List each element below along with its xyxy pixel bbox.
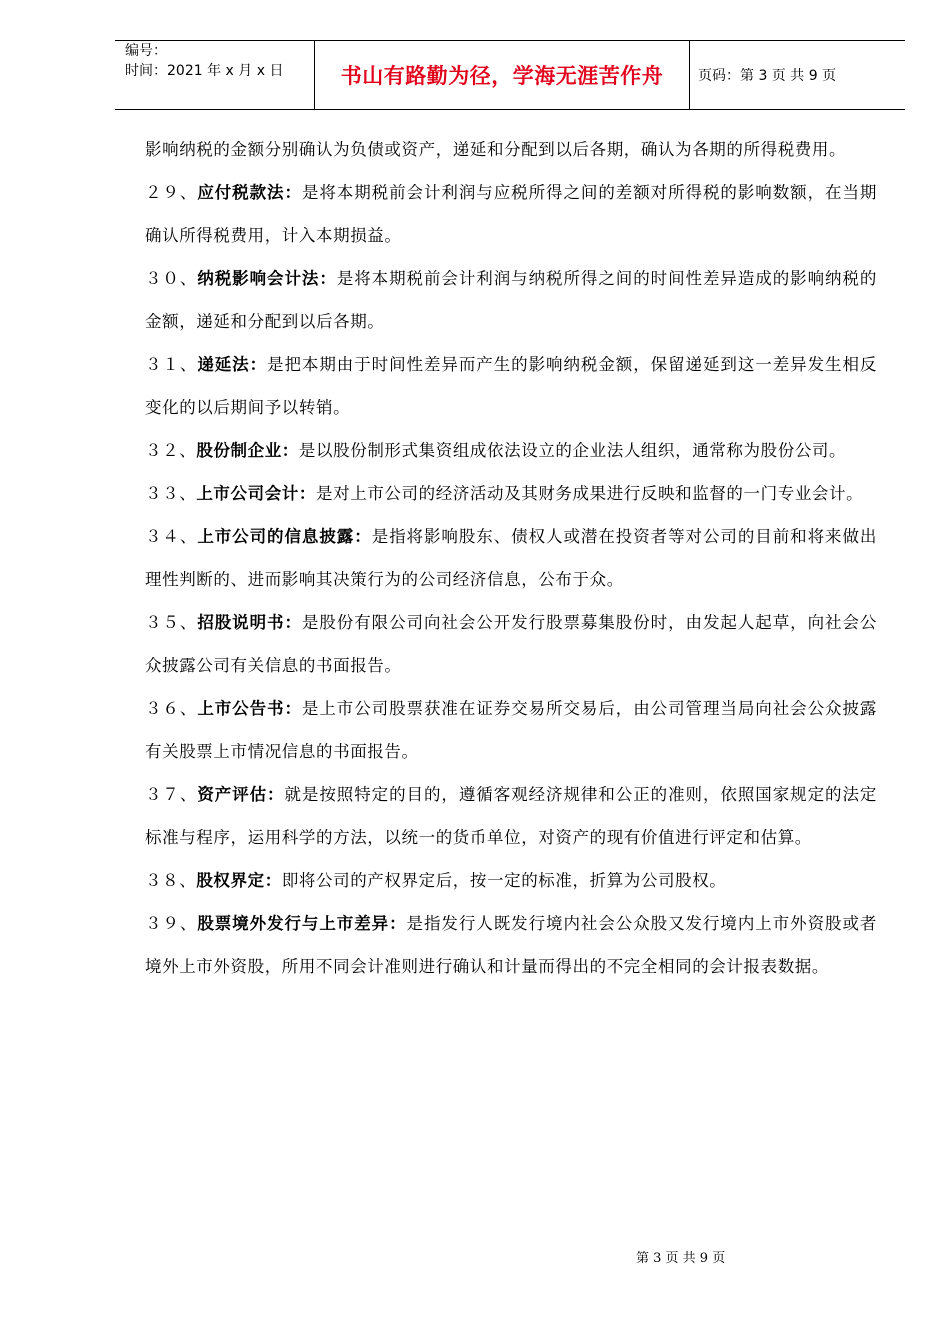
item-text: 是指将影响股东、债权人或潜在投资者等对公司的目前和将来做出理性判断的、进而影响其决策行为的公司经济信息，公布于众。 [145, 527, 877, 589]
header-number-label: 编号： [125, 43, 167, 59]
header-meta-cell [115, 41, 315, 109]
item-text: 就是按照特定的目的，遵循客观经济规律和公正的准则，依照国家规定的法定标准与程序，运用科学的方法，以统一的货币单位，对资产的现有价值进行评定和估算。 [145, 785, 877, 847]
item-text: 是对上市公司的经济活动及其财务成果进行反映和监督的一门专业会计。 [316, 484, 864, 503]
definition-item [145, 343, 877, 429]
item-text: 是指发行人既发行境内社会公众股又发行境内上市外资股或者境外上市外资股，所用不同会计准则进行确认和计量而得出的不完全相同的会计报表数据。 [145, 914, 877, 976]
document-body [145, 128, 877, 988]
item-number: ３４、 [145, 527, 198, 546]
item-number: ３２、 [145, 441, 197, 460]
item-term: 上市公司会计： [196, 484, 317, 503]
definition-item [145, 515, 877, 601]
item-text: 是将本期税前会计利润与应税所得之间的差额对所得税的影响数额，在当期确认所得税费用，计入本期损益。 [145, 183, 877, 245]
item-text: 是股份有限公司向社会公开发行股票募集股份时，由发起人起草，向社会公众披露公司有关信息的书面报告。 [145, 613, 877, 675]
item-term: 上市公司的信息披露： [197, 527, 372, 546]
item-term: 招股说明书： [197, 613, 302, 632]
item-number: ３０、 [145, 269, 198, 288]
definition-item [145, 773, 877, 859]
item-term: 上市公告书： [197, 699, 302, 718]
item-number: ３６、 [145, 699, 198, 718]
item-term: 股份制企业： [196, 441, 299, 460]
definition-item [145, 429, 877, 472]
item-number: ３１、 [145, 355, 198, 374]
page-header [115, 40, 905, 110]
item-term: 递延法： [197, 355, 268, 374]
header-page-label: 页码：第 3 页 共 9 页 [698, 68, 837, 84]
definition-item [145, 171, 877, 257]
definition-item [145, 601, 877, 687]
item-term: 纳税影响会计法： [197, 269, 337, 288]
definition-item [145, 472, 877, 515]
item-text: 是把本期由于时间性差异而产生的影响纳税金额，保留递延到这一差异发生相反变化的以后期间予以转销。 [145, 355, 877, 417]
footer-page-number: 第 3 页 共 9 页 [636, 1251, 726, 1266]
item-text: 即将公司的产权界定后，按一定的标准，折算为公司股权。 [281, 871, 727, 890]
item-text: 是上市公司股票获准在证券交易所交易后，由公司管理当局向社会公众披露有关股票上市情况信息的书面报告。 [145, 699, 877, 761]
definition-item [145, 859, 877, 902]
item-number: ３８、 [145, 871, 197, 890]
header-motto: 书山有路勤为径，学海无涯苦作舟 [315, 41, 690, 109]
item-number: ３７、 [145, 785, 198, 804]
header-time-label: 时间：2021 年 x 月 x 日 [125, 63, 284, 79]
item-number: ３３、 [145, 484, 197, 503]
item-term: 股票境外发行与上市差异： [197, 914, 407, 933]
intro-paragraph [145, 128, 877, 171]
definition-item [145, 687, 877, 773]
item-text: 是以股份制形式集资组成依法设立的企业法人组织，通常称为股份公司。 [298, 441, 847, 460]
item-number: ３９、 [145, 914, 198, 933]
item-term: 资产评估： [197, 785, 285, 804]
definition-item [145, 902, 877, 988]
item-text: 是将本期税前会计利润与纳税所得之间的时间性差异造成的影响纳税的金额，递延和分配到以后各期。 [145, 269, 877, 331]
definition-item [145, 257, 877, 343]
item-number: ３５、 [145, 613, 198, 632]
item-term: 股权界定： [196, 871, 282, 890]
intro-text: 影响纳税的金额分别确认为负债或资产，递延和分配到以后各期，确认为各期的所得税费用。 [145, 140, 847, 159]
item-number: ２９、 [145, 183, 198, 202]
item-term: 应付税款法： [197, 183, 302, 202]
